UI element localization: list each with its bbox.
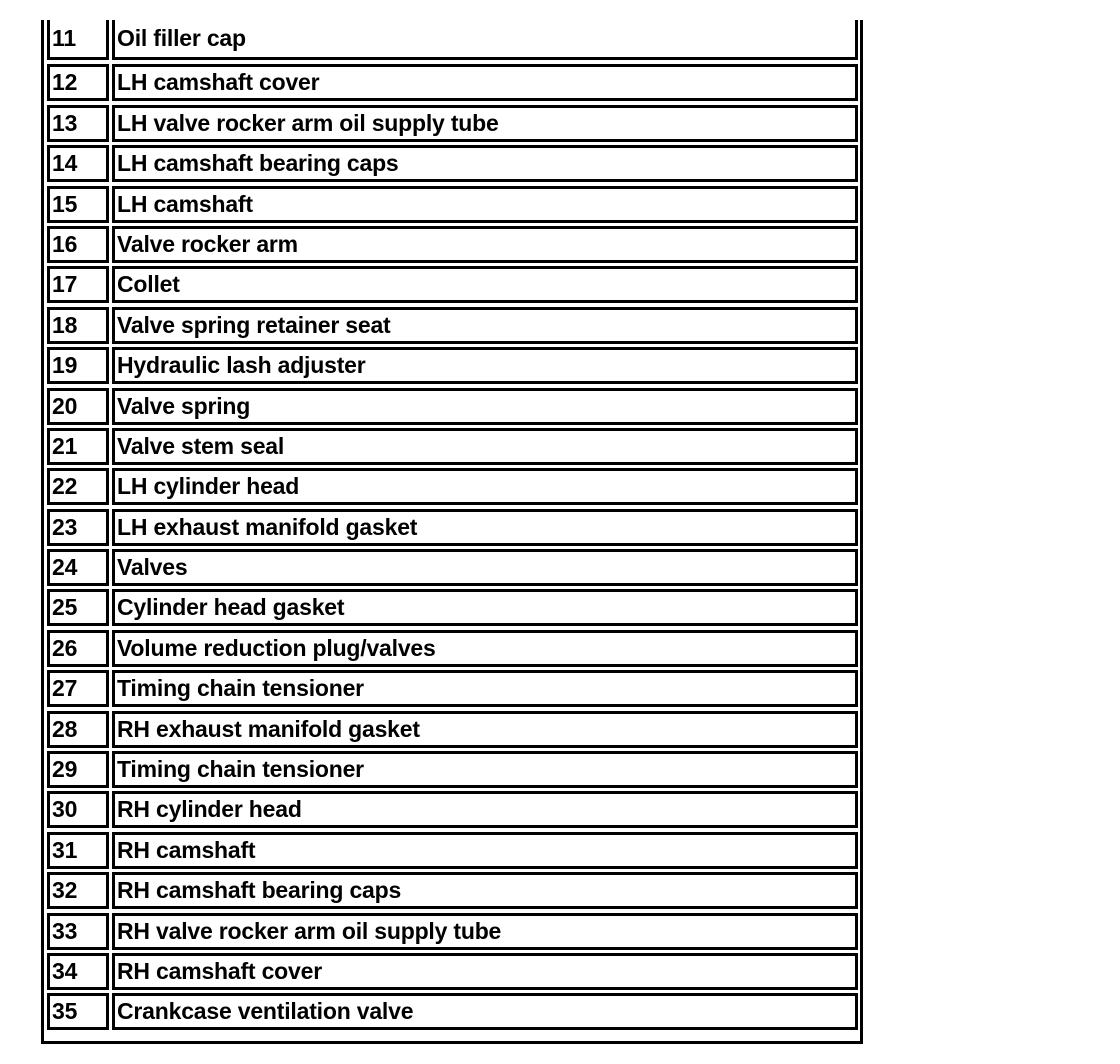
table-row — [47, 670, 858, 710]
item-description: Timing chain tensioner — [117, 756, 364, 783]
table-row — [47, 468, 858, 508]
item-description: Timing chain tensioner — [117, 675, 364, 702]
item-number-cell — [47, 145, 109, 182]
item-description-cell — [112, 751, 858, 788]
table-row — [47, 186, 858, 226]
item-number: 24 — [52, 554, 78, 581]
item-number: 15 — [52, 190, 78, 217]
item-number: 18 — [52, 311, 78, 338]
item-number: 12 — [52, 69, 78, 96]
item-description-cell — [112, 953, 858, 990]
item-description-cell — [112, 670, 858, 707]
item-description-cell — [112, 509, 858, 546]
item-description: RH camshaft cover — [117, 957, 322, 984]
table-row — [47, 751, 858, 791]
item-number-cell — [47, 307, 109, 344]
item-description: Volume reduction plug/valves — [117, 634, 436, 661]
table-row — [47, 711, 858, 751]
item-description: RH valve rocker arm oil supply tube — [117, 917, 502, 944]
table-row — [47, 791, 858, 831]
table-row — [47, 993, 858, 1033]
item-description: Collet — [117, 271, 180, 298]
item-number: 25 — [52, 594, 78, 621]
item-description-cell — [112, 468, 858, 505]
table-row — [47, 64, 858, 104]
item-description-cell — [112, 388, 858, 425]
table-row — [47, 307, 858, 347]
item-number: 34 — [52, 957, 78, 984]
item-number-cell — [47, 751, 109, 788]
item-description: Crankcase ventilation valve — [117, 998, 414, 1025]
item-number: 23 — [52, 513, 78, 540]
item-number: 22 — [52, 473, 78, 500]
item-number-cell — [47, 226, 109, 263]
table-row — [47, 388, 858, 428]
item-description: LH valve rocker arm oil supply tube — [117, 109, 499, 136]
item-description: Oil filler cap — [117, 25, 246, 51]
table-row — [47, 872, 858, 912]
item-number: 29 — [52, 756, 78, 783]
item-number: 17 — [52, 271, 78, 298]
item-description: Valve rocker arm — [117, 230, 298, 257]
table-row — [47, 832, 858, 872]
item-number: 26 — [52, 634, 78, 661]
table-row — [47, 226, 858, 266]
item-number: 32 — [52, 877, 78, 904]
table-body — [47, 24, 858, 1034]
table-row — [47, 105, 858, 145]
item-number: 30 — [52, 796, 78, 823]
item-description-cell — [112, 64, 858, 101]
item-number-cell — [47, 993, 109, 1030]
item-description-cell — [112, 105, 858, 142]
item-number-cell — [47, 266, 109, 303]
item-number-cell — [47, 791, 109, 828]
parts-legend-table — [41, 20, 863, 1044]
item-description-cell — [112, 791, 858, 828]
table-row — [47, 509, 858, 549]
item-description-cell — [112, 20, 858, 60]
item-number: 20 — [52, 392, 78, 419]
item-description: RH camshaft — [117, 836, 256, 863]
item-description-cell — [112, 307, 858, 344]
item-number-cell — [47, 589, 109, 626]
item-number: 16 — [52, 230, 78, 257]
item-description-cell — [112, 630, 858, 667]
item-description: LH exhaust manifold gasket — [117, 513, 418, 540]
item-number: 11 — [52, 25, 76, 51]
item-description-cell — [112, 913, 858, 950]
item-number-cell — [47, 630, 109, 667]
item-number: 21 — [52, 432, 78, 459]
item-number-cell — [47, 20, 109, 60]
item-description: Valve spring — [117, 392, 251, 419]
item-number-cell — [47, 468, 109, 505]
item-description: RH camshaft bearing caps — [117, 877, 402, 904]
item-number-cell — [47, 670, 109, 707]
table-row — [47, 145, 858, 185]
item-number-cell — [47, 105, 109, 142]
item-description: Valves — [117, 554, 188, 581]
item-description-cell — [112, 186, 858, 223]
item-number-cell — [47, 953, 109, 990]
item-number-cell — [47, 832, 109, 869]
item-description: Cylinder head gasket — [117, 594, 345, 621]
table-row — [47, 913, 858, 953]
item-description: Valve stem seal — [117, 432, 285, 459]
item-number: 31 — [52, 836, 78, 863]
item-number: 19 — [52, 352, 78, 379]
table-row — [47, 549, 858, 589]
item-description-cell — [112, 145, 858, 182]
table-row — [47, 266, 858, 306]
item-description: LH camshaft — [117, 190, 253, 217]
table-row — [47, 630, 858, 670]
item-number: 35 — [52, 998, 78, 1025]
item-number-cell — [47, 428, 109, 465]
item-description-cell — [112, 549, 858, 586]
item-description-cell — [112, 428, 858, 465]
item-number: 28 — [52, 715, 78, 742]
item-description-cell — [112, 711, 858, 748]
item-number: 33 — [52, 917, 78, 944]
item-description: LH cylinder head — [117, 473, 300, 500]
item-number-cell — [47, 913, 109, 950]
item-description: LH camshaft bearing caps — [117, 150, 399, 177]
item-description-cell — [112, 872, 858, 909]
item-number-cell — [47, 347, 109, 384]
item-description-cell — [112, 832, 858, 869]
table-row — [47, 589, 858, 629]
table-row — [47, 953, 858, 993]
item-number-cell — [47, 872, 109, 909]
item-description: LH camshaft cover — [117, 69, 320, 96]
item-description: Valve spring retainer seat — [117, 311, 391, 338]
item-description-cell — [112, 226, 858, 263]
item-description-cell — [112, 347, 858, 384]
item-description-cell — [112, 993, 858, 1030]
table-row — [47, 428, 858, 468]
item-description: RH cylinder head — [117, 796, 302, 823]
item-description-cell — [112, 589, 858, 626]
item-number-cell — [47, 186, 109, 223]
table-row — [47, 24, 858, 64]
item-number: 13 — [52, 109, 78, 136]
item-number-cell — [47, 388, 109, 425]
item-number-cell — [47, 64, 109, 101]
item-description-cell — [112, 266, 858, 303]
item-number: 27 — [52, 675, 78, 702]
item-number-cell — [47, 509, 109, 546]
item-number: 14 — [52, 150, 78, 177]
item-number-cell — [47, 549, 109, 586]
table-row — [47, 347, 858, 387]
item-description: Hydraulic lash adjuster — [117, 352, 366, 379]
item-description: RH exhaust manifold gasket — [117, 715, 420, 742]
item-number-cell — [47, 711, 109, 748]
